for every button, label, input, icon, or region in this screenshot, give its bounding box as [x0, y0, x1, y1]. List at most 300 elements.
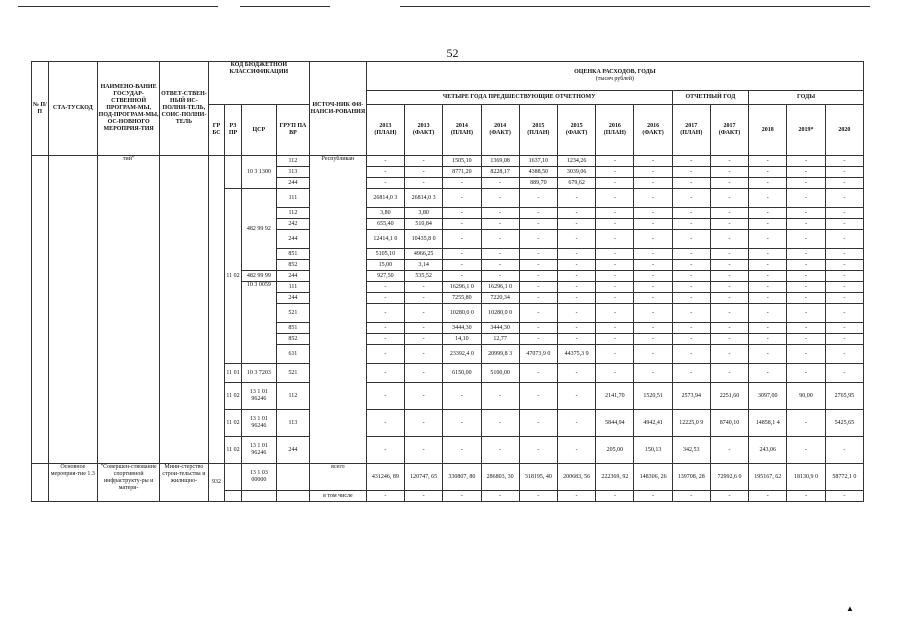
cell-value: -: [443, 491, 481, 502]
cell-value: -: [596, 293, 634, 304]
cell-rz: 11 01: [225, 364, 242, 383]
cell-value: -: [596, 230, 634, 249]
cell-value: -: [672, 345, 710, 364]
cell-value: -: [634, 271, 672, 282]
cell-value: 1369,08: [481, 156, 519, 167]
cell-value: -: [749, 230, 787, 249]
cell-value: -: [557, 437, 595, 464]
cell-value: 679,62: [557, 178, 595, 189]
cell-value: -: [557, 219, 595, 230]
year-type: (ПЛАН): [527, 130, 550, 136]
top-rule: [18, 6, 218, 7]
cell-value: -: [557, 230, 595, 249]
cell-value: -: [596, 219, 634, 230]
cell-value: -: [557, 383, 595, 410]
cell-value: -: [596, 323, 634, 334]
cell-value: -: [519, 304, 557, 323]
year-type: (ФАКТ): [565, 130, 588, 136]
cell-value: -: [634, 249, 672, 260]
cell-value: -: [787, 345, 825, 364]
cell-value: -: [749, 208, 787, 219]
cell-value: 4966,25: [405, 249, 443, 260]
cell-value: 243,06: [749, 437, 787, 464]
cell-value: 2573,94: [672, 383, 710, 410]
cell-value: -: [481, 491, 519, 502]
cell-num: [32, 156, 49, 464]
cell-value: 286803, 30: [481, 464, 519, 491]
cell-value: 14858,1 4: [749, 410, 787, 437]
table-row: [32, 156, 864, 167]
estimate-title: ОЦЕНКА РАСХОДОВ, ГОДЫ: [574, 69, 656, 75]
cell-value: -: [596, 189, 634, 208]
cell-value: -: [366, 282, 404, 293]
cell-value: -: [557, 491, 595, 502]
cell-value: 44375,3 9: [557, 345, 595, 364]
cell-value: -: [672, 271, 710, 282]
cell-value: 200683, 56: [557, 464, 595, 491]
page-number: 52: [446, 46, 459, 60]
cell-value: -: [710, 189, 748, 208]
col-years: ГОДЫ: [749, 91, 864, 105]
year-type: (ПЛАН): [680, 130, 703, 136]
cell-value: -: [596, 249, 634, 260]
cell-vr: 244: [276, 230, 309, 249]
cell-value: -: [634, 219, 672, 230]
cell-value: -: [481, 189, 519, 208]
cell-value: -: [825, 364, 863, 383]
col-year-2: [443, 105, 481, 156]
col-four-years: ЧЕТЫРЕ ГОДА ПРЕДШЕСТВУЮЩИЕ ОТЧЕТНОМУ: [366, 91, 672, 105]
cell-value: -: [481, 410, 519, 437]
cell-vr: 112: [276, 383, 309, 410]
cell-source: Республикан: [309, 156, 366, 464]
cell-vr: 851: [276, 323, 309, 334]
cell-value: -: [405, 345, 443, 364]
cell-value: -: [749, 345, 787, 364]
cell-value: 5844,94: [596, 410, 634, 437]
cell-value: 3,80: [366, 208, 404, 219]
cell-value: -: [710, 323, 748, 334]
cell-vr: 112: [276, 156, 309, 167]
cell-value: 342,53: [672, 437, 710, 464]
col-year-9: [710, 105, 748, 156]
cell-value: -: [481, 271, 519, 282]
year-type: (ПЛАН): [450, 130, 473, 136]
cell-value: 12,77: [481, 334, 519, 345]
year-type: (ФАКТ): [718, 130, 741, 136]
cell-value: -: [596, 178, 634, 189]
cell-resp: [160, 156, 209, 464]
cell-value: -: [672, 364, 710, 383]
cell-value: 150,13: [634, 437, 672, 464]
cell-value: -: [672, 293, 710, 304]
col-estimate: [366, 62, 863, 91]
cell-vr: 521: [276, 364, 309, 383]
cell-value: -: [596, 345, 634, 364]
cell-value: 431246, 89: [366, 464, 404, 491]
cell-rz: 11 02: [225, 383, 242, 410]
cell-csr-b: 482 99 92: [241, 189, 276, 271]
cell-value: 330807, 80: [443, 464, 481, 491]
cell-value: -: [634, 304, 672, 323]
cell-value: -: [366, 156, 404, 167]
cell-value: -: [825, 345, 863, 364]
col-year-6: [596, 105, 634, 156]
cell-value: -: [519, 249, 557, 260]
cell-value: -: [787, 260, 825, 271]
cell-value: -: [710, 249, 748, 260]
cell-vr: [276, 464, 309, 491]
cell-value: -: [596, 304, 634, 323]
cell-value: -: [710, 260, 748, 271]
cell-value: -: [634, 364, 672, 383]
cell-value: -: [481, 208, 519, 219]
cell-name: "Совершен-ствование спортивной инфраструкту-ры и матери-: [98, 464, 160, 502]
cell-value: 195167, 62: [749, 464, 787, 491]
cell-value: -: [710, 437, 748, 464]
cell-value: 20999,8 3: [481, 345, 519, 364]
cell-value: -: [749, 178, 787, 189]
cell-name-cont: тий": [98, 156, 160, 464]
cell-vr: 852: [276, 334, 309, 345]
cell-value: -: [596, 208, 634, 219]
cell-csr: 13 1 01 96246: [241, 437, 276, 464]
cell-value: -: [596, 364, 634, 383]
cell-value: -: [405, 383, 443, 410]
cell-csr: 13 1 01 96246: [241, 383, 276, 410]
cell-value: -: [481, 219, 519, 230]
cell-value: 5100,00: [481, 364, 519, 383]
cell-value: 4942,41: [634, 410, 672, 437]
cell-value: -: [557, 293, 595, 304]
cell-value: -: [405, 167, 443, 178]
cell-value: 139708, 28: [672, 464, 710, 491]
cell-value: -: [634, 230, 672, 249]
cell-value: 148306, 26: [634, 464, 672, 491]
cell-value: -: [710, 364, 748, 383]
cell-value: 58772,1 0: [825, 464, 863, 491]
cell-vr: 611: [276, 345, 309, 364]
cell-value: -: [787, 178, 825, 189]
cell-value: -: [825, 167, 863, 178]
cell-value: 2141,70: [596, 383, 634, 410]
cell-value: -: [519, 364, 557, 383]
cell-value: -: [787, 323, 825, 334]
year-label: 2017: [723, 123, 736, 129]
cell-value: -: [481, 230, 519, 249]
col-year-5: [557, 105, 595, 156]
cell-value: 655,40: [366, 219, 404, 230]
cell-value: -: [749, 293, 787, 304]
estimate-unit: (тысяч рублей): [595, 76, 634, 82]
cell-value: -: [672, 156, 710, 167]
cell-rz: [225, 464, 242, 491]
cell-value: -: [710, 271, 748, 282]
cell-value: -: [787, 189, 825, 208]
year-label: 2014: [455, 123, 468, 129]
cell-value: -: [672, 189, 710, 208]
cell-value: 3,14: [405, 260, 443, 271]
cell-rz: 11 02: [225, 410, 242, 437]
cell-value: -: [405, 282, 443, 293]
cell-value: -: [519, 437, 557, 464]
cell-csr-d: 10 3 0059: [241, 282, 276, 364]
cell-value: 8740,10: [710, 410, 748, 437]
cell-value: 23392,4 0: [443, 345, 481, 364]
cell-value: -: [481, 437, 519, 464]
cell-vr: 111: [276, 282, 309, 293]
cell-csr: 13 1 03 00000: [241, 464, 276, 491]
cell-value: 3444,30: [443, 323, 481, 334]
mark: ▲: [846, 604, 854, 613]
cell-value: -: [557, 323, 595, 334]
cell-value: -: [443, 219, 481, 230]
cell-value: -: [366, 383, 404, 410]
cell-value: -: [787, 410, 825, 437]
cell-value: -: [825, 271, 863, 282]
year-label: 2017: [685, 123, 698, 129]
cell-value: -: [481, 249, 519, 260]
cell-rz: [225, 491, 242, 502]
cell-value: -: [557, 410, 595, 437]
cell-value: -: [787, 437, 825, 464]
cell-value: -: [749, 282, 787, 293]
cell-value: -: [405, 323, 443, 334]
cell-value: -: [787, 334, 825, 345]
cell-vr: 113: [276, 410, 309, 437]
year-label: 2016: [647, 123, 660, 129]
cell-vr: 521: [276, 304, 309, 323]
cell-value: -: [825, 260, 863, 271]
cell-vr: 244: [276, 293, 309, 304]
col-csr: ЦСР: [241, 105, 276, 156]
cell-value: 2765,95: [825, 383, 863, 410]
cell-value: -: [405, 304, 443, 323]
cell-value: -: [749, 167, 787, 178]
cell-value: 5425,65: [825, 410, 863, 437]
cell-value: 72992,6 0: [710, 464, 748, 491]
cell-value: 16296,1 0: [443, 282, 481, 293]
col-name: НАИМЕНО-ВАНИЕ ГОСУДАР-СТВЕННОЙ ПРОГРАМ-МЫ, ПОД-ПРОГРАМ-МЫ, ОС-НОВНОГО МЕРОПРИЯ-ТИЯ: [98, 62, 160, 156]
cell-status: Основное мероприя-тие 1.3: [48, 464, 98, 502]
cell-value: -: [519, 189, 557, 208]
cell-value: 1234,26: [557, 156, 595, 167]
cell-value: -: [634, 323, 672, 334]
cell-value: -: [710, 167, 748, 178]
year-label: 2018: [761, 126, 774, 133]
cell-source: в том числе: [309, 491, 366, 502]
cell-value: -: [557, 271, 595, 282]
year-type: (ФАКТ): [489, 130, 511, 136]
cell-value: -: [596, 491, 634, 502]
cell-value: -: [596, 334, 634, 345]
cell-value: -: [405, 293, 443, 304]
cell-value: -: [634, 293, 672, 304]
cell-value: -: [443, 230, 481, 249]
col-year-12: [825, 105, 863, 156]
cell-value: 90,00: [787, 383, 825, 410]
cell-vr: [276, 491, 309, 502]
cell-value: -: [710, 230, 748, 249]
top-rule: [400, 6, 870, 7]
cell-value: -: [557, 249, 595, 260]
year-type: (ПЛАН): [603, 130, 626, 136]
cell-value: -: [634, 167, 672, 178]
cell-value: -: [825, 282, 863, 293]
cell-value: -: [749, 323, 787, 334]
cell-value: -: [825, 156, 863, 167]
year-label: 2015: [570, 123, 583, 129]
cell-value: -: [749, 260, 787, 271]
cell-value: -: [672, 323, 710, 334]
cell-value: 1520,51: [634, 383, 672, 410]
cell-value: 10435,8 0: [405, 230, 443, 249]
cell-value: 14,10: [443, 334, 481, 345]
cell-value: 3444,30: [481, 323, 519, 334]
year-label: 2013: [379, 123, 392, 129]
cell-value: -: [825, 249, 863, 260]
cell-value: -: [366, 410, 404, 437]
cell-rz: 11 02: [225, 189, 242, 364]
cell-value: -: [825, 189, 863, 208]
cell-value: -: [825, 293, 863, 304]
cell-value: -: [405, 437, 443, 464]
cell-value: -: [787, 249, 825, 260]
cell-value: -: [672, 219, 710, 230]
cell-value: 7255,80: [443, 293, 481, 304]
cell-value: -: [787, 304, 825, 323]
cell-value: -: [596, 271, 634, 282]
cell-value: 927,50: [366, 271, 404, 282]
cell-value: -: [481, 178, 519, 189]
cell-value: -: [634, 260, 672, 271]
cell-value: 1505,10: [443, 156, 481, 167]
col-rzpr: РЗ ПР: [225, 105, 242, 156]
cell-value: -: [787, 282, 825, 293]
col-num: № П/П: [32, 62, 49, 156]
cell-value: 12225,0 9: [672, 410, 710, 437]
cell-value: -: [557, 208, 595, 219]
cell-value: -: [443, 189, 481, 208]
col-source: ИСТОЧ-НИК ФИ-НАНСИ-РОВАНИЯ: [309, 62, 366, 156]
cell-value: -: [519, 271, 557, 282]
cell-value: -: [787, 219, 825, 230]
cell-value: -: [366, 437, 404, 464]
year-label: 2013: [417, 123, 430, 129]
cell-value: 10280,0 0: [443, 304, 481, 323]
cell-value: -: [557, 282, 595, 293]
col-year-1: [405, 105, 443, 156]
year-type: (ФАКТ): [642, 130, 664, 136]
cell-csr-a: 10 3 1300: [241, 156, 276, 189]
cell-value: -: [825, 208, 863, 219]
table-row: [32, 464, 864, 491]
cell-value: 318195, 40: [519, 464, 557, 491]
cell-value: 26814,0 3: [405, 189, 443, 208]
cell-value: -: [825, 437, 863, 464]
cell-value: -: [825, 304, 863, 323]
cell-csr-c: 482 99 99: [241, 271, 276, 282]
cell-value: -: [672, 334, 710, 345]
cell-value: -: [366, 491, 404, 502]
cell-value: -: [672, 178, 710, 189]
cell-value: -: [519, 282, 557, 293]
cell-resp: Мини-стерство строи-тельства и жилищно-: [160, 464, 209, 502]
year-label: 2014: [494, 123, 507, 129]
expense-table: [31, 61, 864, 502]
cell-value: -: [672, 167, 710, 178]
cell-value: -: [481, 383, 519, 410]
cell-value: -: [557, 189, 595, 208]
cell-value: 3,80: [405, 208, 443, 219]
cell-value: -: [787, 271, 825, 282]
cell-value: -: [825, 323, 863, 334]
cell-value: -: [825, 230, 863, 249]
cell-value: -: [787, 208, 825, 219]
year-label: 2015: [532, 123, 545, 129]
cell-value: -: [825, 219, 863, 230]
cell-value: -: [519, 293, 557, 304]
cell-value: -: [825, 491, 863, 502]
cell-value: -: [519, 383, 557, 410]
top-rule: [240, 6, 330, 7]
cell-vr: 244: [276, 271, 309, 282]
cell-value: -: [787, 364, 825, 383]
cell-value: -: [519, 219, 557, 230]
cell-value: -: [596, 282, 634, 293]
col-grbs: ГР БС: [208, 105, 225, 156]
cell-value: 889,70: [519, 178, 557, 189]
year-label: 2016: [608, 123, 621, 129]
cell-value: -: [672, 208, 710, 219]
cell-value: 3039,06: [557, 167, 595, 178]
cell-value: 16296,1 0: [481, 282, 519, 293]
cell-value: 2251,60: [710, 383, 748, 410]
col-responsible: ОТВЕТ-СТВЕН-НЫЙ ИС-ПОЛНИ-ТЕЛЬ, СОИС-ПОЛНИ-ТЕЛЬ: [160, 62, 209, 156]
cell-value: -: [634, 156, 672, 167]
year-type: (ПЛАН): [374, 130, 397, 136]
cell-vr: 242: [276, 219, 309, 230]
cell-value: -: [710, 293, 748, 304]
cell-vr: 111: [276, 189, 309, 208]
cell-value: 222369, 92: [596, 464, 634, 491]
cell-value: 205,00: [596, 437, 634, 464]
cell-value: -: [443, 208, 481, 219]
cell-value: -: [787, 230, 825, 249]
cell-grbs: 932: [208, 464, 225, 502]
cell-value: -: [749, 491, 787, 502]
col-year-7: [634, 105, 672, 156]
cell-value: -: [443, 178, 481, 189]
cell-value: -: [787, 156, 825, 167]
col-year-11: [787, 105, 825, 156]
col-year-3: [481, 105, 519, 156]
cell-value: -: [634, 334, 672, 345]
cell-value: -: [749, 334, 787, 345]
cell-value: -: [710, 282, 748, 293]
cell-value: -: [405, 491, 443, 502]
cell-value: 4388,50: [519, 167, 557, 178]
cell-value: 5105,10: [366, 249, 404, 260]
cell-value: -: [519, 410, 557, 437]
col-kbk: КОД БЮДЖЕТНОЙ КЛАССИФИКАЦИИ: [208, 62, 309, 105]
cell-value: -: [749, 271, 787, 282]
cell-value: -: [366, 323, 404, 334]
cell-value: -: [405, 334, 443, 345]
cell-csr: [241, 491, 276, 502]
cell-value: -: [710, 219, 748, 230]
cell-value: -: [557, 334, 595, 345]
